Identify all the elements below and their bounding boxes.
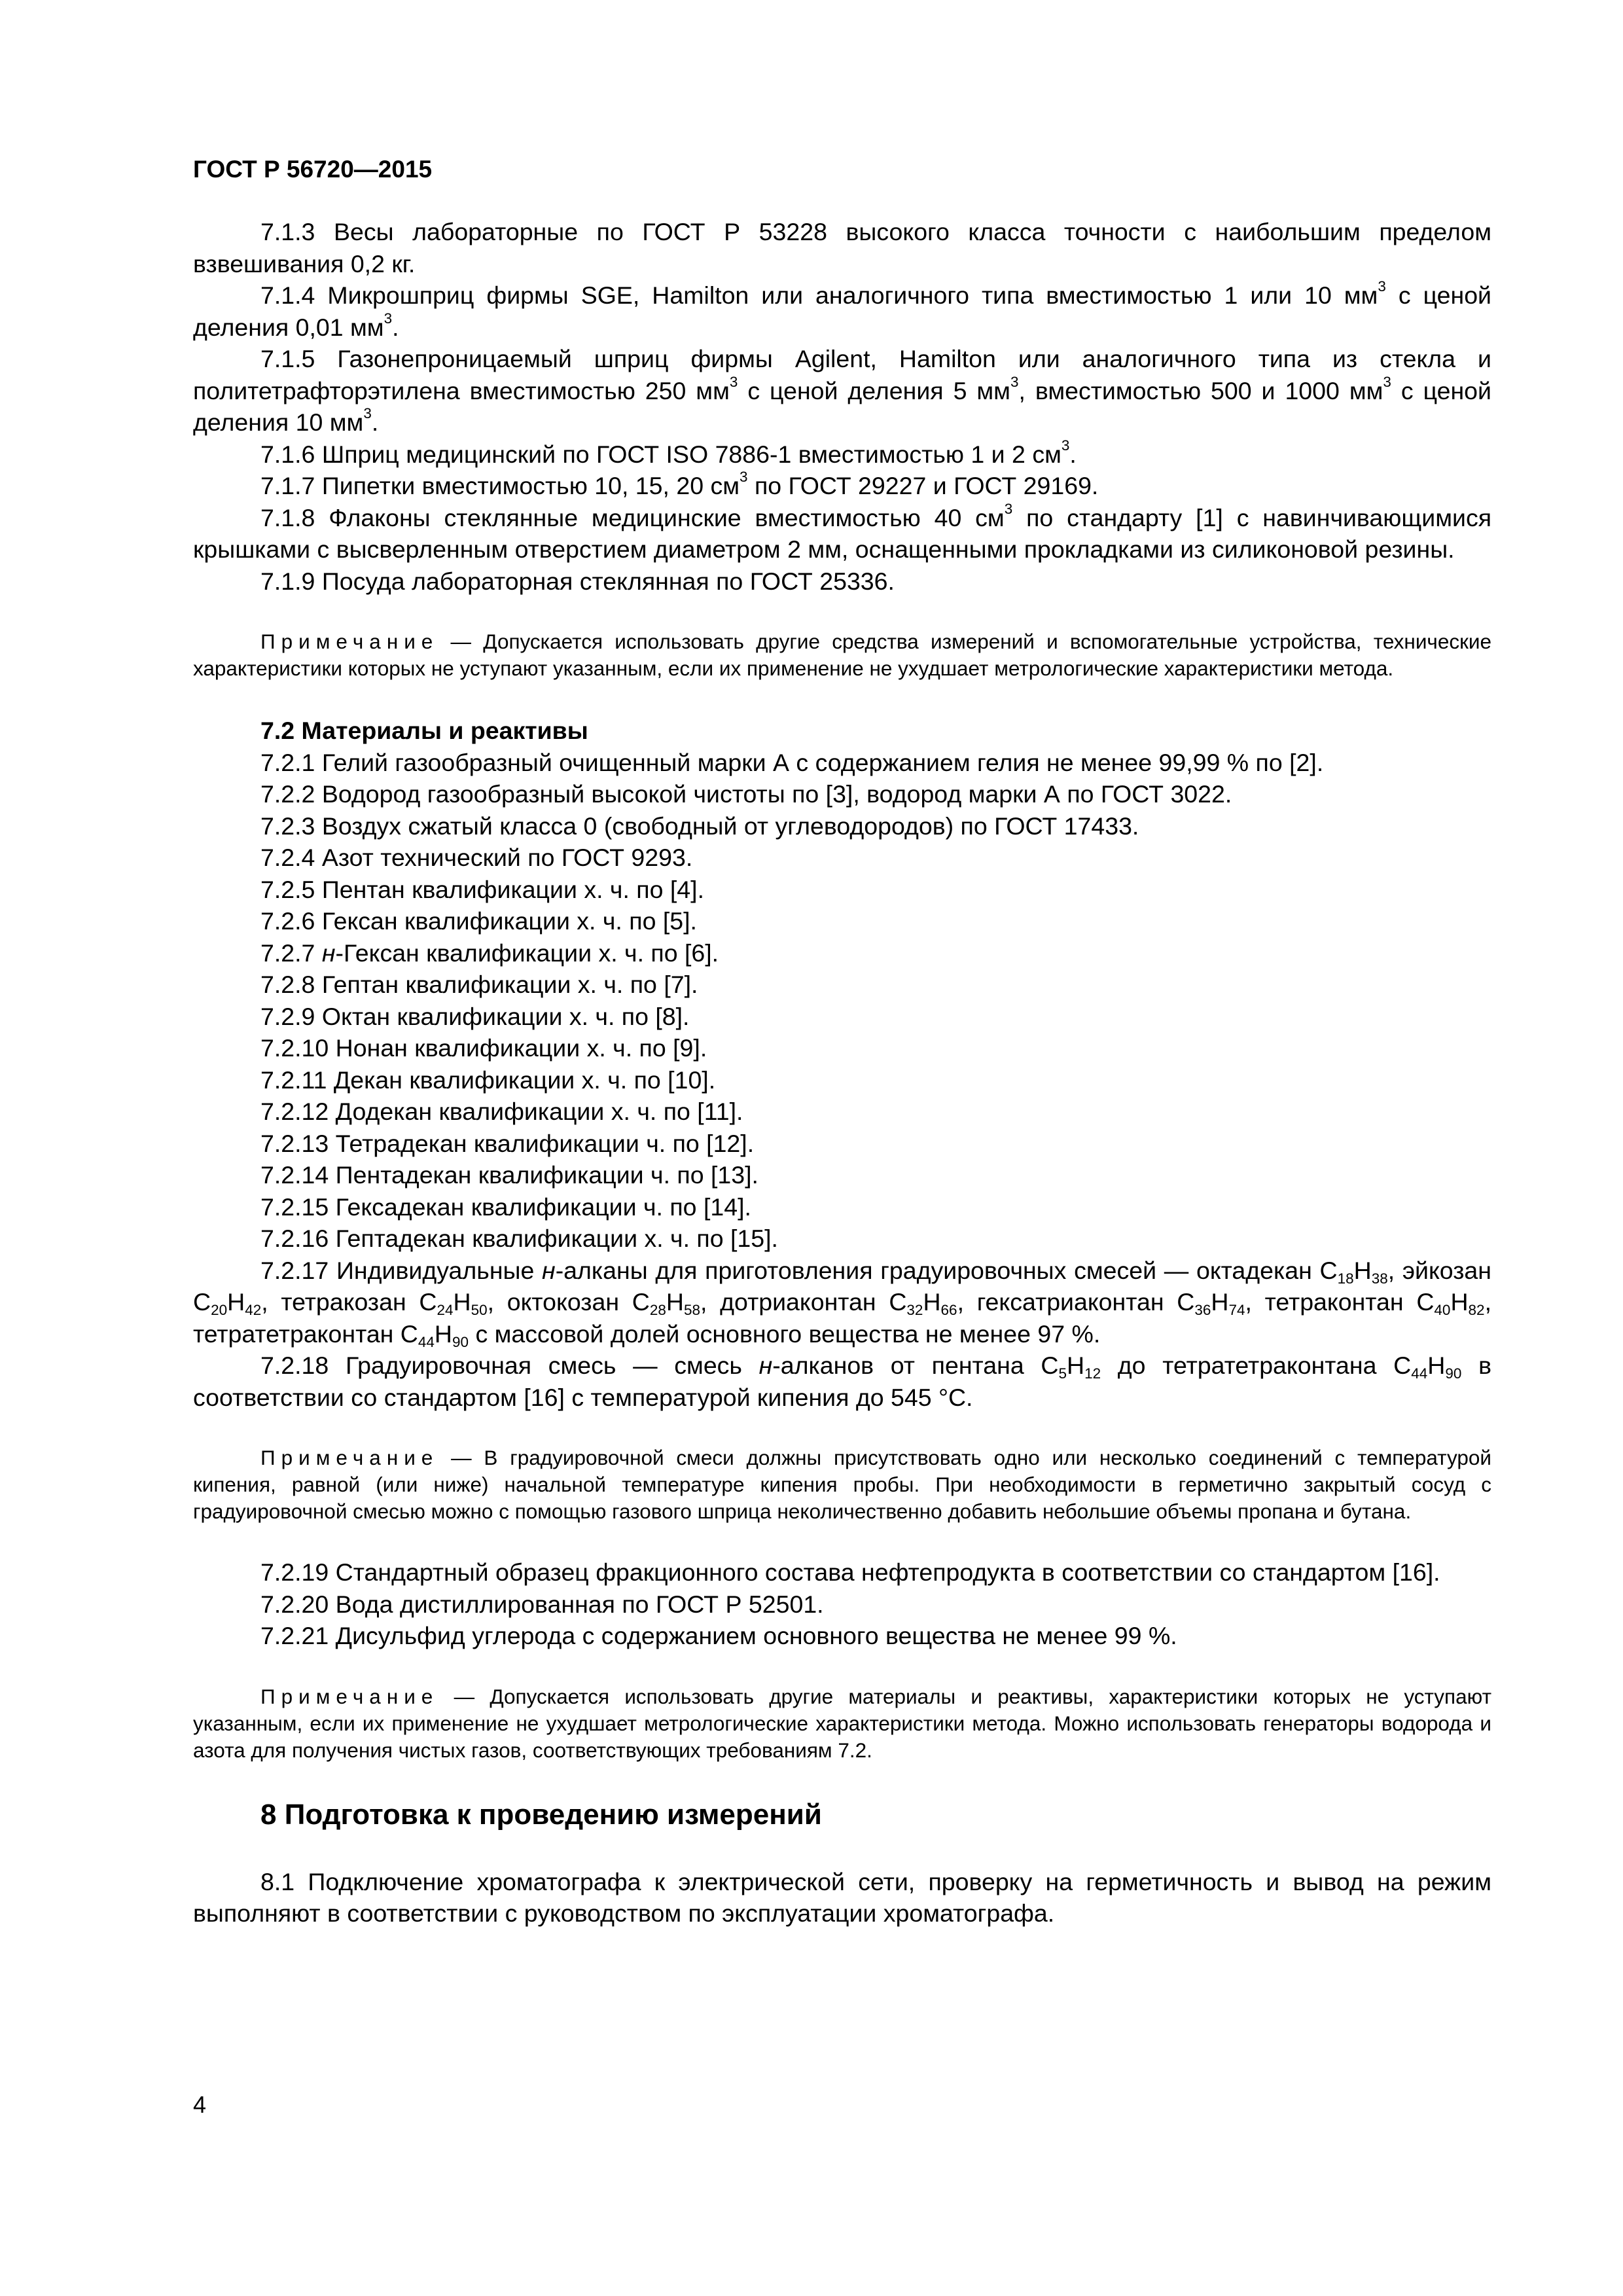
note-label: Примечание: [260, 1684, 439, 1708]
item-7-2-2: 7.2.2 Водород газообразный высокой чистоты по [3], водород марки А по ГОСТ 3022.: [260, 780, 1232, 808]
section-title-8: 8 Подготовка к проведению измерений: [260, 1798, 822, 1831]
item-7-2-15: 7.2.15 Гексадекан квалификации ч. по [14].: [260, 1193, 751, 1221]
note-label: Примечание: [260, 1446, 439, 1469]
item-7-2-20: 7.2.20 Вода дистиллированная по ГОСТ Р 52501.: [260, 1590, 824, 1618]
item-7-2-7: 7.2.7 н-Гексан квалификации х. ч. по [6].: [260, 939, 719, 967]
item-7-2-10: 7.2.10 Нонан квалификации х. ч. по [9].: [260, 1034, 707, 1062]
page-number: 4: [193, 2091, 207, 2118]
item-7-2-13: 7.2.13 Тетрадекан квалификации ч. по [12].: [260, 1129, 755, 1157]
item-7-2-12: 7.2.12 Додекан квалификации х. ч. по [11].: [260, 1098, 743, 1125]
item-8-1: 8.1 Подключение хроматографа к электрической сети, проверку на герметичность и вывод на режим выполняют в соответствии с руководством по эксплуатации хроматографа.: [193, 1867, 1491, 1927]
item-7-1-3: 7.1.3 Весы лабораторные по ГОСТ Р 53228 высокого класса точности с наибольшим пределом взвешивания 0,2 кг.: [193, 218, 1491, 278]
subsection-title-7-2: 7.2 Материалы и реактивы: [260, 717, 588, 744]
item-7-2-16: 7.2.16 Гептадекан квалификации х. ч. по [15].: [260, 1225, 778, 1252]
page-content: [193, 216, 1491, 1929]
item-7-2-21: 7.2.21 Дисульфид углерода с содержанием основного вещества не менее 99 %.: [260, 1622, 1177, 1649]
item-7-2-3: 7.2.3 Воздух сжатый класса 0 (свободный от углеводородов) по ГОСТ 17433.: [260, 812, 1139, 840]
note-7-2-b: Примечание — Допускается использовать другие материалы и реактивы, характеристики которых не уступают указанным, если их применение не ухудшает метрологические характеристики метода. Можно использовать генераторы водорода и азота для получения чистых газов, соответствующих требованиям 7.2.: [193, 1684, 1491, 1762]
item-7-2-1: 7.2.1 Гелий газообразный очищенный марки А с содержанием гелия не менее 99,99 % по [2].: [260, 748, 1324, 776]
item-7-1-9: 7.1.9 Посуда лабораторная стеклянная по ГОСТ 25336.: [260, 567, 895, 595]
item-7-1-6: 7.1.6 Шприц медицинский по ГОСТ ISO 7886-1 вместимостью 1 и 2 $см^3$.: [260, 437, 1077, 468]
item-7-1-7: 7.1.7 Пипетки вместимостью 10, 15, 20 $см^3$ по ГОСТ 29227 и ГОСТ 29169.: [260, 468, 1099, 499]
item-7-2-11: 7.2.11 Декан квалификации х. ч. по [10].: [260, 1066, 716, 1094]
note-label: Примечание: [260, 630, 439, 653]
item-7-2-18: 7.2.18 Градуировочная смесь — смесь н-алканов от пентана $C_5H_{12}$ до тетратетраконтана $C_{44}H_{90}$ в соответствии со стандартом [16] с температурой кипения до 545 °С.: [193, 1352, 1491, 1411]
item-7-2-19: 7.2.19 Стандартный образец фракционного состава нефтепродукта в соответствии со стандартом [16].: [260, 1558, 1440, 1586]
item-7-1-5: 7.1.5 Газонепроницаемый шприц фирмы Agilent, Hamilton или аналогичного типа из стекла и политетрафторэтилена вместимостью 250 $мм^3$ с ценой деления 5 $мм^3$, вместимостью 500 и 1000 $мм^3$ с ценой деления 10 $мм^3$.: [193, 345, 1491, 436]
item-7-2-8: 7.2.8 Гептан квалификации х. ч. по [7].: [260, 971, 698, 998]
item-7-2-4: 7.2.4 Азот технический по ГОСТ 9293.: [260, 844, 693, 871]
item-7-2-5: 7.2.5 Пентан квалификации х. ч. по [4].: [260, 875, 705, 903]
document-header: ГОСТ Р 56720—2015: [193, 156, 433, 183]
item-7-1-8: 7.1.8 Флаконы стеклянные медицинские вместимостью 40 $см^3$ по стандарту [1] с навинчивающимися крышками с высверленным отверстием диаметром 2 мм, оснащенными прокладками из силиконовой резины.: [193, 500, 1491, 563]
note-7-1: Примечание — Допускается использовать другие средства измерений и вспомогательные устройства, технические характеристики которых не уступают указанным, если их применение не ухудшает метрологические характеристики метода.: [193, 630, 1491, 680]
item-7-1-4: 7.1.4 Микрошприц фирмы SGE, Hamilton или аналогичного типа вместимостью 1 или 10 $мм^3$ с ценой деления 0,01 $мм^3$.: [193, 278, 1491, 341]
item-7-2-6: 7.2.6 Гексан квалификации х. ч. по [5].: [260, 907, 697, 935]
item-7-2-17: 7.2.17 Индивидуальные н-алканы для приготовления градуировочных смесей — октадекан $C_{18}H_{38}$, эйкозан $C_{20}H_{42}$, тетракозан $C_{24}H_{50}$, октокозан $C_{28}H_{58}$, дотриаконтан $C_{32}H_{66}$, гексатриаконтан $C_{36}H_{74}$, тетраконтан $C_{40}H_{82}$, тетратетраконтан $C_{44}H_{90}$ с массовой долей основного вещества не менее 97 %.: [193, 1256, 1491, 1350]
item-7-2-14: 7.2.14 Пентадекан квалификации ч. по [13].: [260, 1161, 758, 1189]
note-7-2-a: Примечание — В градуировочной смеси должны присутствовать одно или несколько соединений с температурой кипения, равной (или ниже) начальной температуре кипения пробы. При необходимости в герметично закрытый сосуд с градуировочной смесью можно с помощью газового шприца неколичественно добавить небольшие объемы пропана и бутана.: [193, 1446, 1491, 1523]
item-7-2-9: 7.2.9 Октан квалификации х. ч. по [8].: [260, 1002, 690, 1030]
